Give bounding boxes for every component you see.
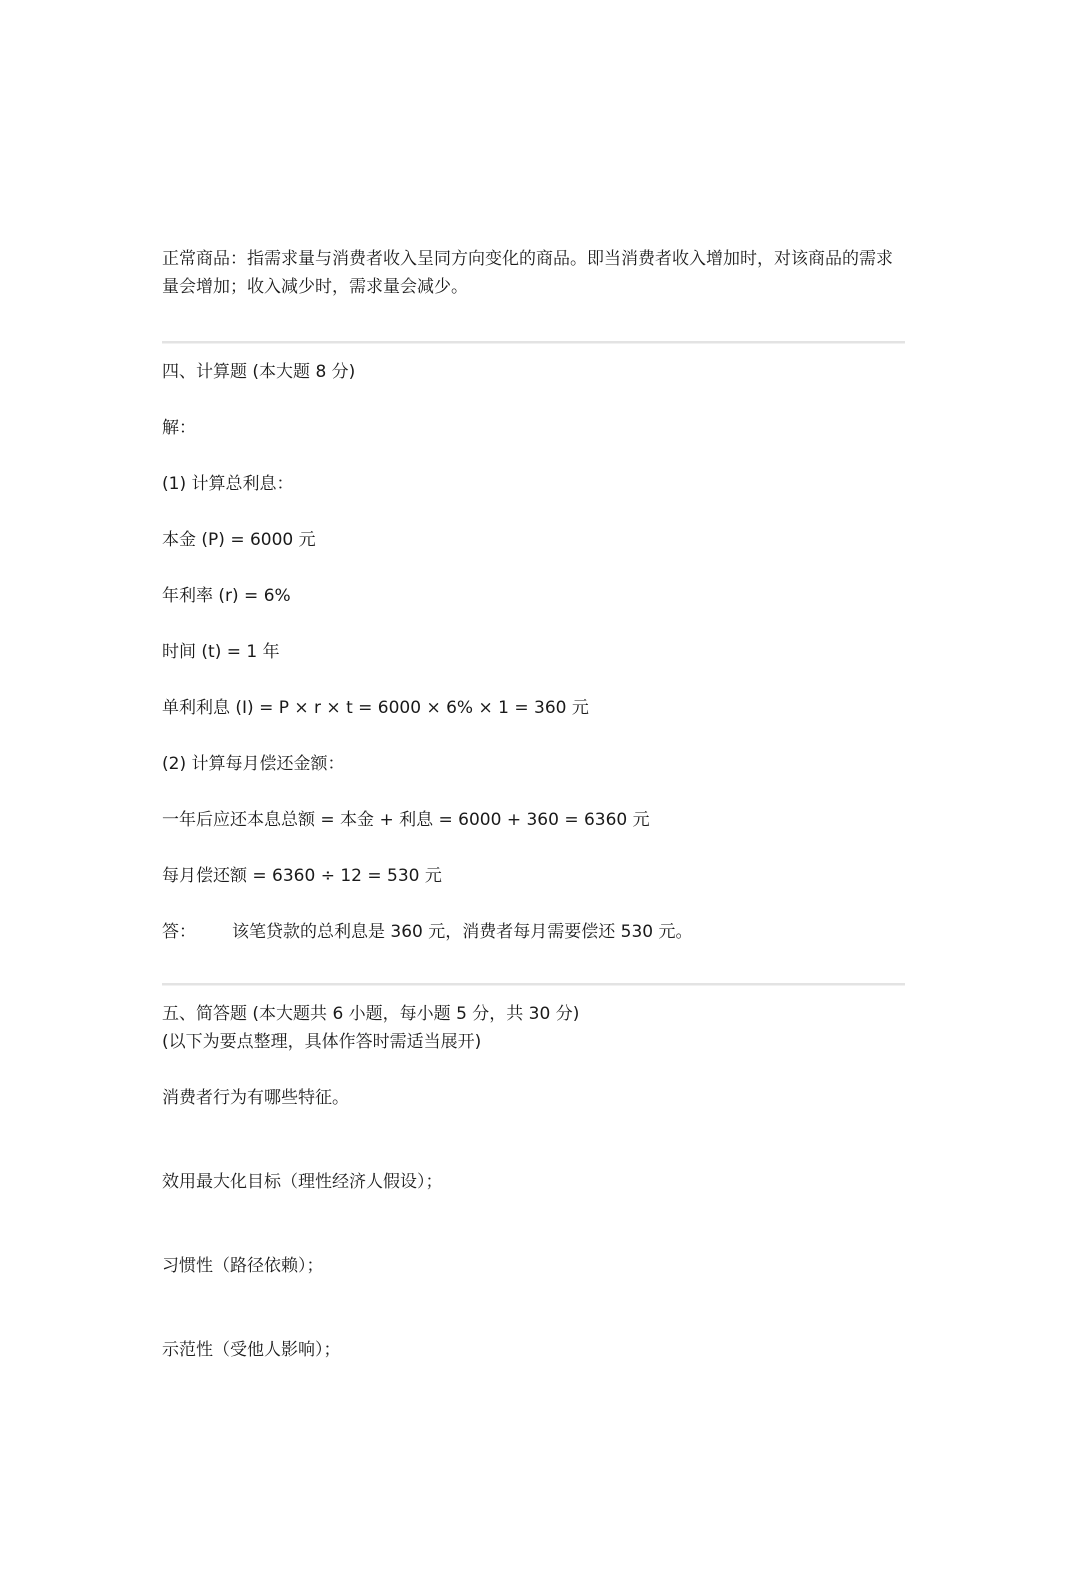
section-divider bbox=[162, 983, 905, 986]
rate-line: 年利率 (r) = 6% bbox=[162, 586, 291, 606]
list-item: 习惯性（路径依赖）； bbox=[162, 1256, 324, 1276]
section-heading-calculation: 四、计算题 (本大题 8 分) bbox=[162, 362, 356, 382]
step1-title: (1) 计算总利息： bbox=[162, 474, 294, 494]
section-divider bbox=[162, 341, 905, 344]
question-text: 消费者行为有哪些特征。 bbox=[162, 1088, 349, 1108]
total-line: 一年后应还本息总额 = 本金 + 利息 = 6000 + 360 = 6360 元 bbox=[162, 810, 650, 830]
monthly-line: 每月偿还额 = 6360 ÷ 12 = 530 元 bbox=[162, 866, 442, 886]
principal-line: 本金 (P) = 6000 元 bbox=[162, 530, 316, 550]
answer-text: 该笔贷款的总利息是 360 元，消费者每月需要偿还 530 元。 bbox=[232, 922, 693, 942]
answer-label: 答： bbox=[162, 922, 196, 942]
normal-goods-definition: 正常商品：指需求量与消费者收入呈同方向变化的商品。即当消费者收入增加时，对该商品的需求量会增加；收入减少时，需求量会减少。 bbox=[162, 249, 893, 297]
section-note: (以下为要点整理，具体作答时需适当展开) bbox=[162, 1032, 482, 1052]
section-heading-short-answer: 五、简答题 (本大题共 6 小题，每小题 5 分，共 30 分) bbox=[162, 1004, 580, 1024]
solution-label: 解： bbox=[162, 418, 196, 438]
list-item: 效用最大化目标（理性经济人假设）； bbox=[162, 1172, 443, 1192]
answer-line bbox=[162, 918, 693, 946]
step2-title: (2) 计算每月偿还金额： bbox=[162, 754, 345, 774]
time-line: 时间 (t) = 1 年 bbox=[162, 642, 280, 662]
list-item: 示范性（受他人影响）； bbox=[162, 1340, 341, 1360]
interest-line: 单利利息 (I) = P × r × t = 6000 × 6% × 1 = 360 元 bbox=[162, 698, 589, 718]
